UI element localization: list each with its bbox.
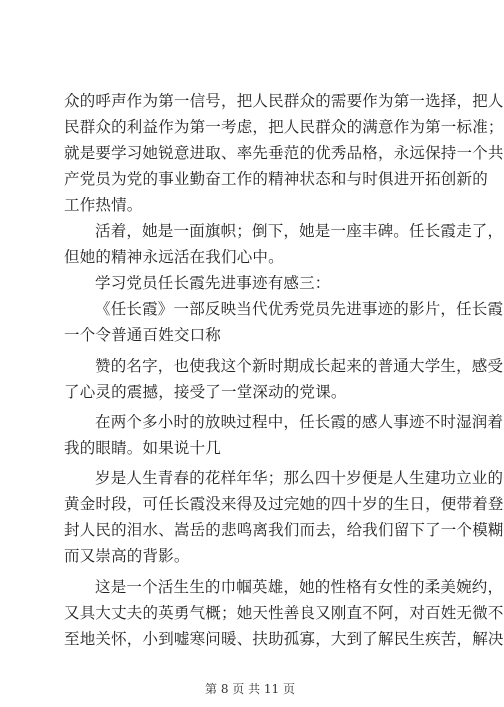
text-line: 了心灵的震撼，接受了一堂深动的党课。 [64,383,347,401]
text-line: 工作热情。 [64,196,143,214]
text-line: 一个令普通百姓交口称 [64,326,222,344]
text-line: 而又崇高的背影。 [64,547,190,565]
text-line: 这是一个活生生的巾帼英雄，她的性格有女性的柔美婉约， [95,578,504,596]
text-line: 众的呼声作为第一信号，把人民群众的需要作为第一选择，把人 [64,92,504,110]
section-heading: 学习党员任长霞先进事迹有感三： [95,274,331,292]
page-number-footer: 第 8 页 共 11 页 [205,682,295,696]
text-line: 我的眼睛。如果说十几 [64,439,222,457]
text-line: 但她的精神永远活在我们心中。 [64,248,284,266]
text-line: 又具大丈夫的英勇气概；她天性善良又刚直不阿，对百姓无微不 [64,604,504,622]
text-line: 在两个多小时的放映过程中，任长霞的感人事迹不时湿润着 [95,413,504,431]
text-line: 赞的名字，也使我这个新时期成长起来的普通大学生，感受 [95,357,504,375]
text-line: 黄金时段，可任长霞没来得及过完她的四十岁的生日，便带着登 [64,495,504,513]
text-line: 就是要学习她锐意进取、率先垂范的优秀品格，永远保持一个共 [64,144,504,162]
text-line: 《任长霞》一部反映当代优秀党员先进事迹的影片，任长霞 [95,300,504,318]
text-line: 产党员为党的事业勤奋工作的精神状态和与时俱进开拓创新的 [64,170,488,188]
text-line: 至地关怀，小到嘘寒问暖、扶助孤寡，大到了解民生疾苦，解决 [64,630,504,648]
text-line: 封人民的泪水、嵩岳的悲鸣离我们而去，给我们留下了一个模糊 [64,521,504,539]
text-line: 活着，她是一面旗帜；倒下，她是一座丰碑。任长霞走了， [95,222,504,240]
text-line: 民群众的利益作为第一考虑，把人民群众的满意作为第一标准； [64,118,504,136]
text-line: 岁是人生青春的花样年华；那么四十岁便是人生建功立业的 [95,469,504,487]
